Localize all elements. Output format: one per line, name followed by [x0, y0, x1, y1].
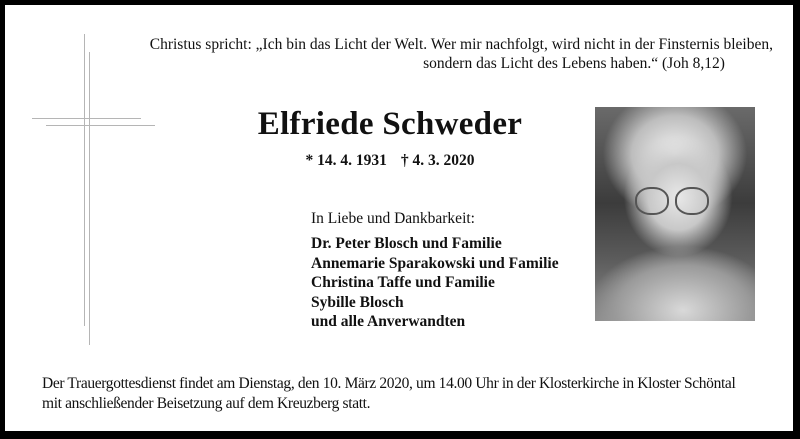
quote-line-1: Christus spricht: „Ich bin das Licht der Welt. Wer mir nachfolgt, wird nicht in der Finsternis bleiben, — [149, 36, 773, 53]
cross-vertical-line — [84, 34, 85, 326]
mourner: Dr. Peter Blosch und Familie — [311, 235, 502, 252]
service-line-1: Der Trauergottesdienst findet am Dienstag, den 10. März 2020, um 14.00 Uhr in der Klosterkirche in Kloster Schöntal — [42, 375, 736, 392]
thanks-label: In Liebe und Dankbarkeit: — [311, 210, 475, 227]
service-line-2: mit anschließender Beisetzung auf dem Kreuzberg statt. — [42, 395, 371, 412]
mourner: Sybille Blosch — [311, 293, 404, 311]
birth-date: * 14. 4. 1931 — [305, 152, 387, 169]
portrait-photo — [595, 107, 755, 321]
quote-line-2: sondern das Licht des Lebens haben.“ (Joh 8,12) — [423, 55, 725, 72]
obituary-notice — [5, 5, 793, 431]
mourner: Annemarie Sparakowski und Familie — [311, 254, 559, 272]
deceased-name: Elfriede Schweder — [257, 106, 523, 142]
mourners-list — [311, 234, 559, 332]
life-dates — [205, 152, 575, 170]
glasses-shape — [635, 187, 669, 215]
cross-vertical-line — [89, 52, 90, 345]
cross-horizontal-line — [32, 118, 141, 119]
death-date: † 4. 3. 2020 — [400, 152, 475, 169]
service-info — [42, 374, 782, 414]
bible-quote — [125, 35, 773, 73]
cross-horizontal-line — [46, 125, 155, 126]
glasses-shape — [675, 187, 709, 215]
mourner: Christina Taffe und Familie — [311, 274, 495, 291]
mourner: und alle Anverwandten — [311, 313, 466, 330]
